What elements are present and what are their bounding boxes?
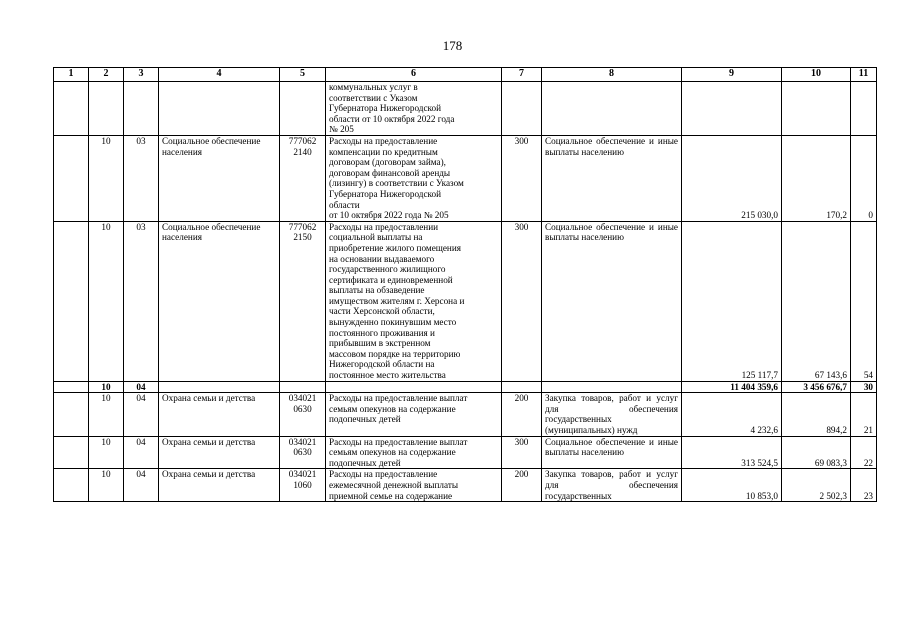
cell-col9: 215 030,0 xyxy=(682,135,782,221)
cell-col7: 300 xyxy=(502,436,542,469)
cell-col1 xyxy=(54,436,89,469)
text-line: приемной семье на содержание xyxy=(329,490,453,501)
cell-col5 xyxy=(280,436,326,469)
cell-col10: 3 456 676,7 xyxy=(782,381,851,393)
text-line: сертификата и единовременной xyxy=(329,274,453,285)
text-line: приобретение жилого помещения xyxy=(329,242,461,253)
cell-col2: 10 xyxy=(89,469,124,502)
cell-col11: 22 xyxy=(851,436,877,469)
cell-col10: 2 502,3 xyxy=(782,469,851,502)
cell-col9 xyxy=(682,82,782,136)
cell-col1 xyxy=(54,82,89,136)
cell-col1 xyxy=(54,135,89,221)
cell-col10: 67 143,6 xyxy=(782,221,851,381)
cell-col6 xyxy=(326,436,502,469)
text-line: Нижегородской области на xyxy=(329,359,435,370)
cell-col2 xyxy=(89,82,124,136)
text-line: части Херсонской области, xyxy=(329,306,435,317)
text-line: подопечных детей xyxy=(329,457,401,468)
cell-col2: 10 xyxy=(89,135,124,221)
text-line: (лизингу) в соответствии с Указом xyxy=(329,178,464,189)
budget-table xyxy=(53,67,877,502)
text-line: постоянного проживания и xyxy=(329,327,435,338)
cell-col5 xyxy=(280,135,326,221)
page-number: 178 xyxy=(442,38,463,53)
col-header-10: 10 xyxy=(782,68,851,82)
subtotal-row xyxy=(54,381,877,393)
code-line: 0630 xyxy=(293,403,312,414)
code-line: 034021 xyxy=(288,436,317,447)
text-line: на основании выдаваемого xyxy=(329,253,435,264)
text-line: компенсации по кредитным xyxy=(329,146,438,157)
text-line: Расходы на предоставлении xyxy=(329,221,439,232)
text-line: вынужденно покинувшим место xyxy=(329,317,457,328)
code-line: 1060 xyxy=(293,479,312,490)
cell-col3: 04 xyxy=(124,436,159,469)
cell-col8: Закупка товаров, работ и услуг для обеспечения государственных xyxy=(542,469,682,502)
text-line: соответствии с Указом xyxy=(329,92,418,103)
cell-col11: 21 xyxy=(851,393,877,436)
table-row xyxy=(54,82,877,136)
cell-col1 xyxy=(54,469,89,502)
col-header-5: 5 xyxy=(280,68,326,82)
text-line: постоянное место жительства xyxy=(329,370,446,381)
cell-col9: 11 404 359,6 xyxy=(682,381,782,393)
col-header-6: 6 xyxy=(326,68,502,82)
cell-col11: 0 xyxy=(851,135,877,221)
text-line: коммунальных услуг в xyxy=(329,82,418,92)
text-line: Губернатора Нижегородской xyxy=(329,188,442,199)
table-row xyxy=(54,436,877,469)
cell-col7: 200 xyxy=(502,393,542,436)
cell-col4 xyxy=(159,82,280,136)
col-header-1: 1 xyxy=(54,68,89,82)
cell-col3: 03 xyxy=(124,135,159,221)
cell-col1 xyxy=(54,221,89,381)
cell-col8: Закупка товаров, работ и услуг для обеспечения государственных (муниципальных) нужд xyxy=(542,393,682,436)
cell-col6 xyxy=(326,381,502,393)
text-line: государственного жилищного xyxy=(329,264,446,275)
cell-col7: 300 xyxy=(502,221,542,381)
table-row xyxy=(54,221,877,381)
cell-col9: 10 853,0 xyxy=(682,469,782,502)
table-row xyxy=(54,393,877,436)
cell-col9: 4 232,6 xyxy=(682,393,782,436)
cell-col1 xyxy=(54,393,89,436)
cell-col4: Социальное обеспечение населения xyxy=(159,135,280,221)
cell-col3: 04 xyxy=(124,393,159,436)
cell-col6 xyxy=(326,135,502,221)
text-line: области xyxy=(329,199,360,210)
cell-col7: 200 xyxy=(502,469,542,502)
text-line: прибывшим в экстренном xyxy=(329,338,431,349)
cell-col9: 125 117,7 xyxy=(682,221,782,381)
cell-col8: Социальное обеспечение и иные выплаты населению xyxy=(542,436,682,469)
text-line: массовом порядке на территорию xyxy=(329,348,461,359)
cell-col4: Охрана семьи и детства xyxy=(159,393,280,436)
cell-col5 xyxy=(280,221,326,381)
text-line: от 10 октября 2022 года № 205 xyxy=(329,210,449,221)
text-line: договорам финансовой аренды xyxy=(329,167,451,178)
col-header-9: 9 xyxy=(682,68,782,82)
cell-col11: 30 xyxy=(851,381,877,393)
cell-col6 xyxy=(326,393,502,436)
text-line: Расходы на предоставление xyxy=(329,469,438,480)
cell-col5 xyxy=(280,381,326,393)
cell-col2: 10 xyxy=(89,436,124,469)
text-line: области от 10 октября 2022 года xyxy=(329,113,455,124)
cell-col11: 54 xyxy=(851,221,877,381)
cell-col5 xyxy=(280,393,326,436)
table-row xyxy=(54,469,877,502)
code-line: 034021 xyxy=(288,469,317,480)
table-row xyxy=(54,135,877,221)
cell-col3: 04 xyxy=(124,469,159,502)
cell-col2: 10 xyxy=(89,221,124,381)
code-line: 2140 xyxy=(293,146,312,157)
cell-col8: Социальное обеспечение и иные выплаты населению xyxy=(542,135,682,221)
cell-col10: 69 083,3 xyxy=(782,436,851,469)
cell-col5 xyxy=(280,82,326,136)
cell-col6 xyxy=(326,221,502,381)
cell-col6 xyxy=(326,82,502,136)
cell-col7 xyxy=(502,381,542,393)
cell-col4: Охрана семьи и детства xyxy=(159,436,280,469)
cell-col2: 10 xyxy=(89,381,124,393)
code-line: 034021 xyxy=(288,393,317,404)
text-line: Расходы на предоставление выплат xyxy=(329,393,468,404)
cell-col3 xyxy=(124,82,159,136)
cell-col11 xyxy=(851,82,877,136)
text-line: № 205 xyxy=(329,124,354,135)
cell-col7 xyxy=(502,82,542,136)
cell-col1 xyxy=(54,381,89,393)
text-line: выплаты на обзаведение xyxy=(329,285,425,296)
text-line: ежемесячной денежной выплаты xyxy=(329,479,459,490)
text-line: семьям опекунов на содержание xyxy=(329,403,456,414)
col-header-4: 4 xyxy=(159,68,280,82)
cell-col4 xyxy=(159,381,280,393)
cell-col4: Социальное обеспечение населения xyxy=(159,221,280,381)
text-line: договорам (договорам займа), xyxy=(329,157,446,168)
text-line: Расходы на предоставление xyxy=(329,135,438,146)
cell-col5 xyxy=(280,469,326,502)
cell-col8 xyxy=(542,381,682,393)
cell-col2: 10 xyxy=(89,393,124,436)
cell-col8: Социальное обеспечение и иные выплаты населению xyxy=(542,221,682,381)
table-header-row xyxy=(54,68,877,82)
col-header-7: 7 xyxy=(502,68,542,82)
text-line: семьям опекунов на содержание xyxy=(329,447,456,458)
cell-col6 xyxy=(326,469,502,502)
text-line: подопечных детей xyxy=(329,414,401,425)
code-line: 777062 xyxy=(288,135,317,146)
cell-col4: Охрана семьи и детства xyxy=(159,469,280,502)
col-header-8: 8 xyxy=(542,68,682,82)
cell-col11: 23 xyxy=(851,469,877,502)
cell-col9: 313 524,5 xyxy=(682,436,782,469)
cell-col7: 300 xyxy=(502,135,542,221)
code-line: 0630 xyxy=(293,447,312,458)
cell-col10: 894,2 xyxy=(782,393,851,436)
code-line: 2150 xyxy=(293,232,312,243)
cell-col10: 170,2 xyxy=(782,135,851,221)
col-header-11: 11 xyxy=(851,68,877,82)
text-line: имуществом жителям г. Херсона и xyxy=(329,295,465,306)
cell-col3: 04 xyxy=(124,381,159,393)
text-line: социальной выплаты на xyxy=(329,232,423,243)
code-line: 777062 xyxy=(288,221,317,232)
text-line: Губернатора Нижегородской xyxy=(329,103,442,114)
cell-col10 xyxy=(782,82,851,136)
cell-col3: 03 xyxy=(124,221,159,381)
cell-col8 xyxy=(542,82,682,136)
col-header-2: 2 xyxy=(89,68,124,82)
col-header-3: 3 xyxy=(124,68,159,82)
text-line: Расходы на предоставление выплат xyxy=(329,436,468,447)
